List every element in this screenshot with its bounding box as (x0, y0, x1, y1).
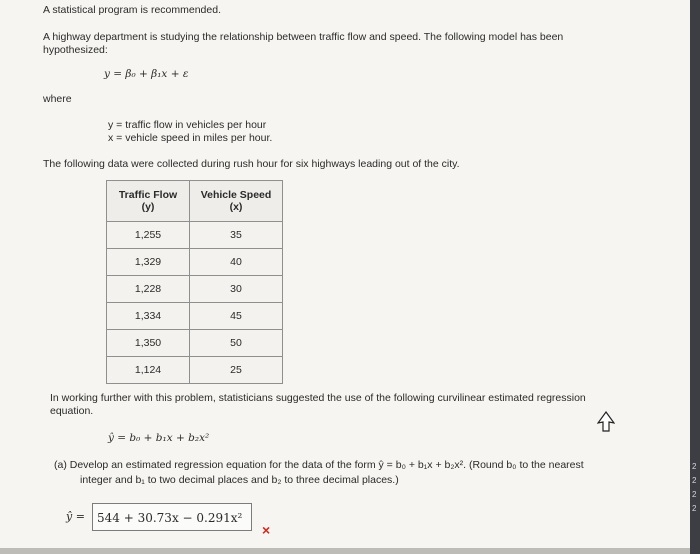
speed-cell: 50 (190, 330, 283, 357)
flow-cell: 1,329 (107, 249, 190, 276)
mouse-cursor-icon (597, 411, 615, 433)
data-intro-text: The following data were collected during rush hour for six highways leading out of the city. (43, 158, 460, 170)
where-label: where (43, 93, 72, 105)
header-traffic-flow (107, 181, 190, 222)
intro-text: A statistical program is recommended. (43, 4, 221, 16)
speed-cell: 45 (190, 303, 283, 330)
speed-cell: 35 (190, 222, 283, 249)
table-row (107, 330, 283, 357)
flow-cell: 1,124 (107, 357, 190, 384)
curvilinear-equation: ŷ = b₀ + b₁x + b₂x² (108, 432, 210, 444)
answer-label: ŷ = (66, 510, 85, 523)
header-vehicle-speed (190, 181, 283, 222)
part-a-text-1: (a) Develop an estimated regression equation for the data of the form ŷ = b₀ + b₁x + b₂x². (Round b₀ to the nearest (54, 459, 584, 471)
header-traffic-flow-var: (y) (141, 201, 155, 213)
part-a-text-2: integer and b₁ to two decimal places and b₂ to three decimal places.) (80, 474, 399, 486)
table-row (107, 249, 283, 276)
speed-cell: 40 (190, 249, 283, 276)
answer-input[interactable]: 544 + 30.73x − 0.291x² (92, 503, 252, 531)
background-window-edge: 2 2 2 2 (690, 0, 700, 554)
header-vehicle-speed-label: Vehicle Speed (200, 189, 272, 201)
speed-cell: 30 (190, 276, 283, 303)
flow-cell: 1,334 (107, 303, 190, 330)
bottom-edge (0, 548, 690, 554)
flow-cell: 1,350 (107, 330, 190, 357)
header-vehicle-speed-var: (x) (229, 201, 243, 213)
table-row (107, 303, 283, 330)
data-table (106, 180, 283, 384)
flow-cell: 1,228 (107, 276, 190, 303)
definition-y: y = traffic flow in vehicles per hour (108, 119, 267, 131)
flow-cell: 1,255 (107, 222, 190, 249)
model-equation: y = β₀ + β₁x + ε (104, 68, 189, 80)
definition-x: x = vehicle speed in miles per hour. (108, 132, 273, 144)
problem-text-2: hypothesized: (43, 44, 108, 56)
further-text-1: In working further with this problem, statisticians suggested the use of the following curvilinear estimated regression (50, 392, 586, 404)
table-row (107, 357, 283, 384)
table-row (107, 222, 283, 249)
further-text-2: equation. (50, 405, 94, 417)
speed-cell: 25 (190, 357, 283, 384)
incorrect-icon: × (262, 522, 271, 538)
table-row (107, 276, 283, 303)
problem-text-1: A highway department is studying the relationship between traffic flow and speed. The following model has been (43, 31, 564, 43)
header-traffic-flow-label: Traffic Flow (118, 189, 178, 201)
